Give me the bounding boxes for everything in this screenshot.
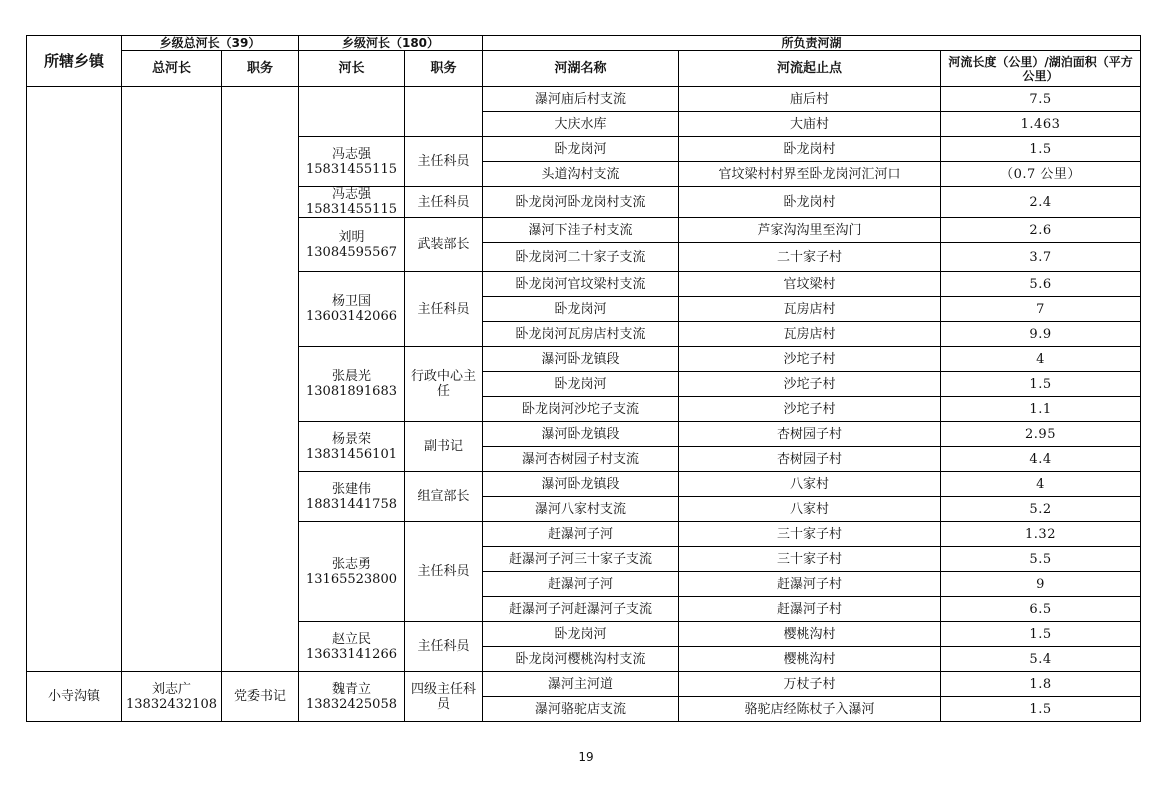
river-name: 卧龙岗河	[483, 137, 679, 162]
river-chief	[299, 187, 405, 218]
river-length: 4	[941, 472, 1141, 497]
river-length: 7.5	[941, 87, 1141, 112]
header-river-chief: 河长	[299, 51, 405, 87]
township-post-cell-empty	[222, 87, 299, 672]
river-chief-phone: 13831456101	[306, 446, 397, 462]
river-name: 大庆水库	[483, 112, 679, 137]
river-name: 瀑河卧龙镇段	[483, 347, 679, 372]
river-range: 芦家沟沟里至沟门	[679, 218, 941, 243]
river-chief	[299, 472, 405, 522]
river-chief-post: 组宣部长	[405, 472, 483, 522]
river-chief-phone: 13165523800	[306, 571, 397, 587]
river-name: 赶瀑河子河	[483, 522, 679, 547]
header-township-chief-group: 乡级总河长（39）	[122, 36, 299, 51]
river-chief-post: 主任科员	[405, 522, 483, 622]
river-name: 卧龙岗河	[483, 622, 679, 647]
river-chief	[299, 672, 405, 722]
town-name: 小寺沟镇	[27, 672, 122, 722]
river-range: 沙坨子村	[679, 372, 941, 397]
river-length: 4.4	[941, 447, 1141, 472]
river-chief-post: 主任科员	[405, 622, 483, 672]
river-range: 卧龙岗村	[679, 137, 941, 162]
river-length: 5.5	[941, 547, 1141, 572]
river-range: 沙坨子村	[679, 347, 941, 372]
river-chief	[299, 218, 405, 272]
header-river-length: 河流长度（公里）/湖泊面积（平方公里）	[941, 51, 1141, 87]
river-range: 三十家子村	[679, 547, 941, 572]
river-chief-name: 刘明	[338, 229, 365, 245]
river-range: 骆驼店经陈杖子入瀑河	[679, 697, 941, 722]
river-name: 瀑河骆驼店支流	[483, 697, 679, 722]
river-length: 5.4	[941, 647, 1141, 672]
river-length: （0.7 公里）	[941, 162, 1141, 187]
river-length: 2.6	[941, 218, 1141, 243]
river-name: 瀑河杏树园子村支流	[483, 447, 679, 472]
river-chief	[299, 137, 405, 187]
township-chief-phone: 13832432108	[126, 696, 217, 712]
river-range: 庙后村	[679, 87, 941, 112]
river-name: 卧龙岗河二十家子支流	[483, 243, 679, 272]
river-range: 赶瀑河子村	[679, 597, 941, 622]
river-length: 5.6	[941, 272, 1141, 297]
river-length: 9	[941, 572, 1141, 597]
river-length: 1.5	[941, 622, 1141, 647]
river-range: 沙坨子村	[679, 397, 941, 422]
header-river-range: 河流起止点	[679, 51, 941, 87]
header-township-chief: 总河长	[122, 51, 222, 87]
table-row	[27, 672, 1141, 697]
header-river-name: 河湖名称	[483, 51, 679, 87]
river-chief-post: 副书记	[405, 422, 483, 472]
river-chief-phone: 15831455115	[306, 202, 397, 217]
town-cell-empty	[27, 87, 122, 672]
river-chief	[299, 622, 405, 672]
river-chief	[299, 347, 405, 422]
river-name: 瀑河下洼子村支流	[483, 218, 679, 243]
header-river-post: 职务	[405, 51, 483, 87]
river-name: 瀑河卧龙镇段	[483, 422, 679, 447]
river-range: 三十家子村	[679, 522, 941, 547]
river-chief-post: 行政中心主任	[405, 347, 483, 422]
river-chief-name: 赵立民	[332, 631, 372, 647]
river-chief-name: 杨卫国	[332, 294, 372, 309]
river-chief	[299, 522, 405, 622]
river-chief-post: 武装部长	[405, 218, 483, 272]
river-length: 9.9	[941, 322, 1141, 347]
river-chief-post: 主任科员	[405, 272, 483, 347]
river-name: 卧龙岗河官坟梁村支流	[483, 272, 679, 297]
river-chief-name: 张志勇	[332, 556, 372, 572]
township-chief-name: 刘志广	[151, 681, 191, 697]
river-name: 瀑河八家村支流	[483, 497, 679, 522]
river-chief-post: 四级主任科员	[405, 672, 483, 722]
river-chief	[299, 422, 405, 472]
river-length: 1.5	[941, 372, 1141, 397]
river-range: 瓦房店村	[679, 297, 941, 322]
header-rivers-group: 所负责河湖	[483, 36, 1141, 51]
river-name: 赶瀑河子河	[483, 572, 679, 597]
river-range: 八家村	[679, 472, 941, 497]
river-name: 卧龙岗河	[483, 372, 679, 397]
river-chief-phone: 13633141266	[306, 646, 397, 662]
river-post-cell-empty	[405, 87, 483, 137]
table-row	[27, 87, 1141, 112]
township-chief-post: 党委书记	[222, 672, 299, 722]
river-chief	[299, 272, 405, 347]
river-range: 八家村	[679, 497, 941, 522]
river-name: 瀑河庙后村支流	[483, 87, 679, 112]
river-chief-name: 张晨光	[332, 369, 372, 384]
river-range: 二十家子村	[679, 243, 941, 272]
river-range: 官坟梁村	[679, 272, 941, 297]
township-chief-cell-empty	[122, 87, 222, 672]
river-name: 瀑河卧龙镇段	[483, 472, 679, 497]
river-length: 5.2	[941, 497, 1141, 522]
river-name: 赶瀑河子河赶瀑河子支流	[483, 597, 679, 622]
river-chief-name: 冯志强	[332, 187, 372, 202]
river-length: 1.8	[941, 672, 1141, 697]
river-length: 2.4	[941, 187, 1141, 218]
river-name: 瀑河主河道	[483, 672, 679, 697]
river-length: 2.95	[941, 422, 1141, 447]
river-name: 卧龙岗河	[483, 297, 679, 322]
river-length: 7	[941, 297, 1141, 322]
river-length: 1.32	[941, 522, 1141, 547]
river-range: 卧龙岗村	[679, 187, 941, 218]
river-range: 官坟梁村村界至卧龙岗河汇河口	[679, 162, 941, 187]
river-chief-phone: 13081891683	[306, 384, 397, 399]
river-range: 赶瀑河子村	[679, 572, 941, 597]
river-length: 4	[941, 347, 1141, 372]
river-length: 1.5	[941, 697, 1141, 722]
river-chief-post: 主任科员	[405, 187, 483, 218]
river-range: 大庙村	[679, 112, 941, 137]
river-chief-name: 魏青立	[332, 681, 372, 697]
river-name: 卧龙岗河沙坨子支流	[483, 397, 679, 422]
river-name: 卧龙岗河瓦房店村支流	[483, 322, 679, 347]
river-name: 头道沟村支流	[483, 162, 679, 187]
river-chief-phone: 13832425058	[306, 696, 397, 712]
township-chief	[122, 672, 222, 722]
river-chief-table	[26, 35, 1141, 722]
river-range: 杏树园子村	[679, 422, 941, 447]
river-range: 樱桃沟村	[679, 647, 941, 672]
river-chief-name: 张建伟	[332, 481, 372, 497]
river-chief-name: 杨景荣	[332, 431, 372, 447]
river-name: 卧龙岗河卧龙岗村支流	[483, 187, 679, 218]
river-range: 万杖子村	[679, 672, 941, 697]
river-range: 瓦房店村	[679, 322, 941, 347]
river-chief-phone: 15831455115	[306, 161, 397, 177]
page-number: 19	[578, 750, 594, 764]
river-length: 1.5	[941, 137, 1141, 162]
header-township-post: 职务	[222, 51, 299, 87]
river-name: 赶瀑河子河三十家子支流	[483, 547, 679, 572]
river-length: 6.5	[941, 597, 1141, 622]
river-length: 1.463	[941, 112, 1141, 137]
header-river-chief-group: 乡级河长（180）	[299, 36, 483, 51]
river-chief-phone: 13603142066	[306, 309, 397, 324]
river-chief-post: 主任科员	[405, 137, 483, 187]
header-town: 所辖乡镇	[27, 36, 122, 87]
river-chief-phone: 18831441758	[306, 496, 397, 512]
river-chief-phone: 13084595567	[306, 244, 397, 260]
river-chief-cell-empty	[299, 87, 405, 137]
river-range: 樱桃沟村	[679, 622, 941, 647]
river-length: 1.1	[941, 397, 1141, 422]
river-length: 3.7	[941, 243, 1141, 272]
river-chief-name: 冯志强	[332, 146, 372, 162]
river-name: 卧龙岗河樱桃沟村支流	[483, 647, 679, 672]
river-range: 杏树园子村	[679, 447, 941, 472]
